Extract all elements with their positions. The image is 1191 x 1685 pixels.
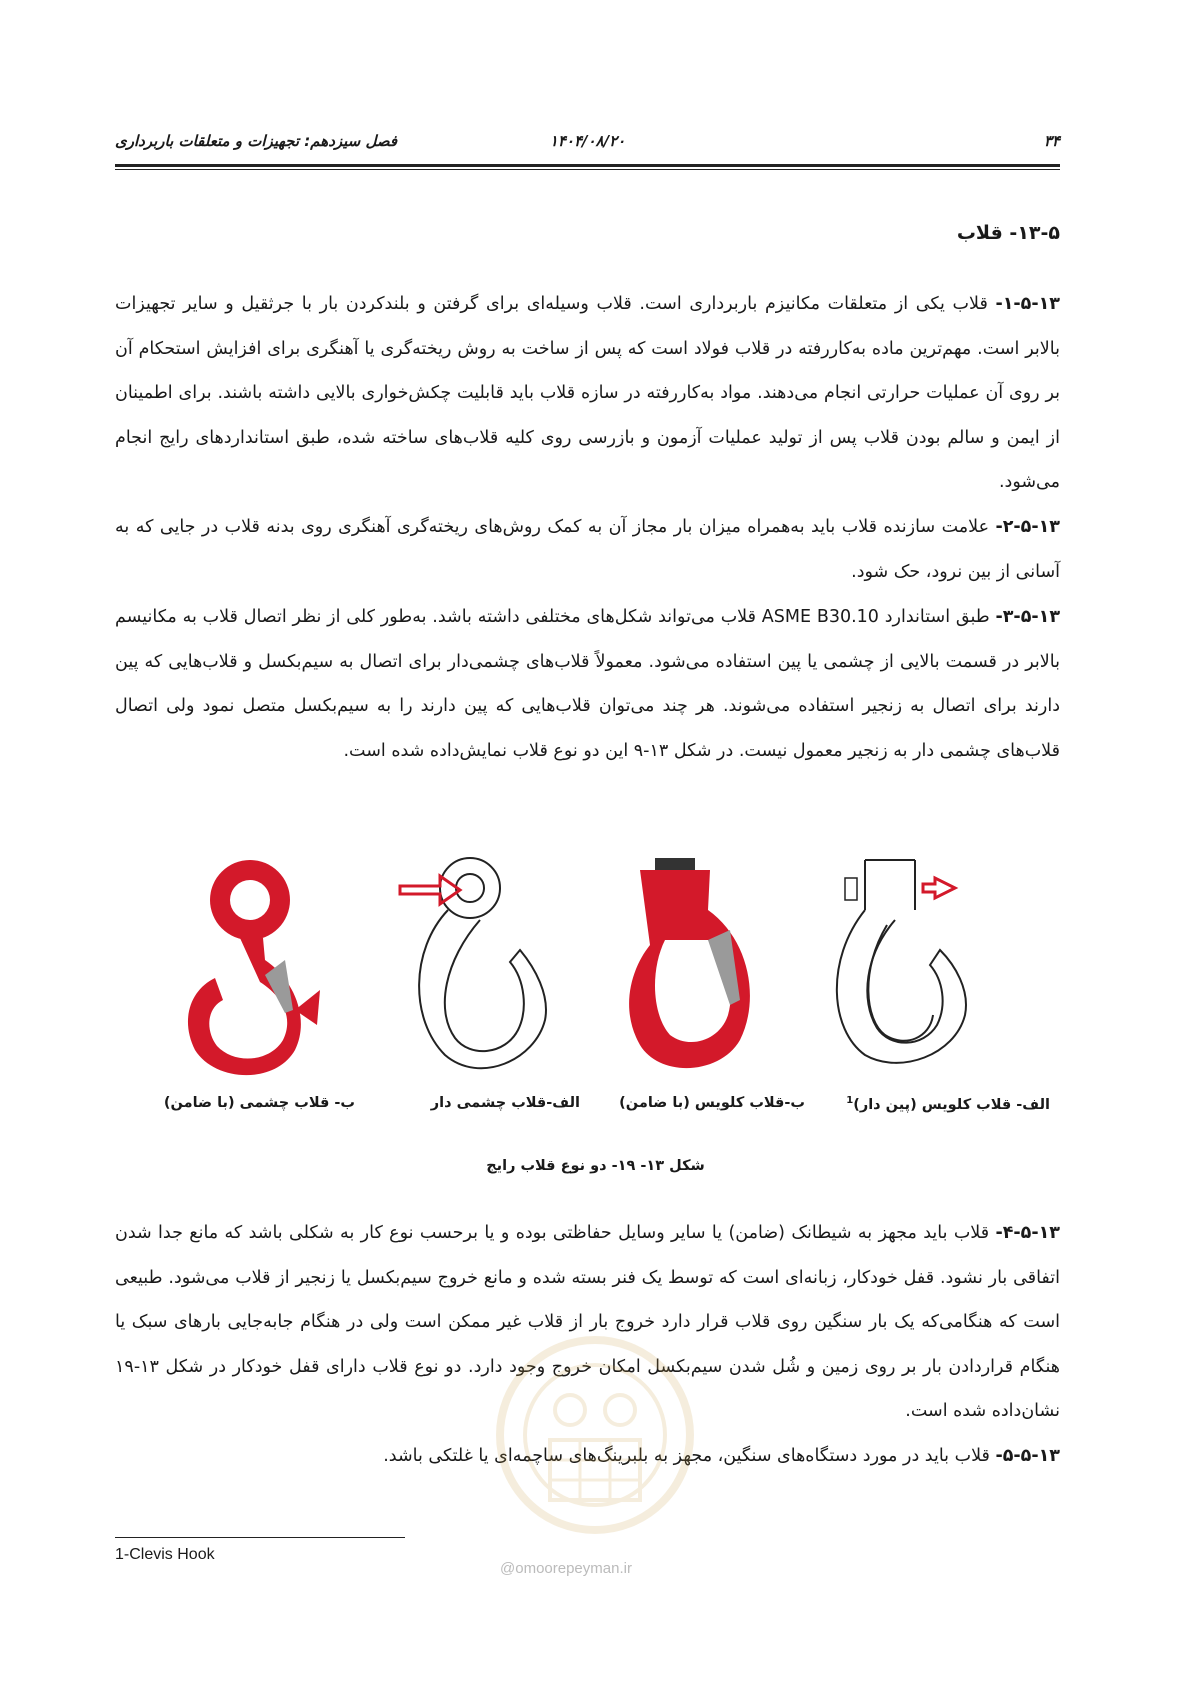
page-header bbox=[115, 132, 1060, 154]
header-rule-thin bbox=[115, 169, 1060, 170]
footnote-rule bbox=[115, 1537, 405, 1538]
watermark-text: @omoorepeyman.ir bbox=[500, 1560, 632, 1577]
paragraph-text: علامت سازنده قلاب باید به‌همراه میزان بار مجاز آن به کمک روش‌های ریخته‌گری آهنگری روی بدنه قلاب در جایی که به آسانی از بین نرود، حک شود. bbox=[115, 517, 1060, 582]
figure-captions bbox=[115, 1095, 1060, 1119]
paragraph-2 bbox=[115, 505, 1060, 594]
footnote-ref: 1 bbox=[846, 1095, 854, 1106]
clevis-hook-latch-image bbox=[590, 850, 790, 1078]
paragraph-text: قلاب باید مجهز به شیطانک (ضامن) یا سایر وسایل حفاظتی بوده و یا برحسب نوع کار به شکلی باشد که مانع جدا شدن اتفاقی بار نشود. قفل خودکار، زبانه‌ای است که توسط یک فنر بسته شده و مانع خروج سیم‌بکسل یا زنجیر از قلاب می‌شود. طبیعی است که هنگامی‌که یک بار سنگین روی قلاب قرار دارد خروج بار از قلاب غیر ممکن است ولی در هنگام جابه‌جایی بارهای سبک یا هنگام قراردادن بار بر روی زمین و شُل شدن سیم‌بکسل امکان خروج وجود دارد. دو نوع قلاب دارای قفل خودکار در شکل ۱۳-۱۹ نشان‌داده شده است. bbox=[115, 1223, 1060, 1421]
watermark-logo-icon bbox=[490, 1330, 700, 1560]
paragraph-text: طبق استاندارد ASME B30.10 قلاب می‌تواند شکل‌های مختلفی داشته باشد. به‌طور کلی از نظر اتصال قلاب به مکانیسم بالابر در قسمت بالایی از چشمی یا پین استفاده می‌شود. معمولاً قلاب‌های چشمی‌دار برای اتصال به سیم‌بکسل و قلاب‌هایی که پین دارند برای اتصال به زنجیر استفاده می‌شوند. هر چند می‌توان قلاب‌هایی که پین دارند را به سیم‌بکسل متصل نمود ولی اتصال قلاب‌های چشمی دار به زنجیر معمول نیست. در شکل ۱۳-۹ این دو نوع قلاب نمایش‌داده شده است. bbox=[115, 607, 1060, 761]
chapter-title: فصل سیزدهم: تجهیزات و متعلقات باربرداری bbox=[115, 132, 398, 150]
paragraph-text: قلاب یکی از متعلقات مکانیزم باربرداری است. قلاب وسیله‌ای برای گرفتن و بلندکردن بار با جرثقیل و سایر تجهیزات بالابر است. مهم‌ترین ماده به‌کاررفته در قلاب فولاد است که پس از ساخت به روش ریخته‌گری یا آهنگری برای افزایش استحکام آن بر روی آن عملیات حرارتی انجام می‌دهند. مواد به‌کاررفته در سازه قلاب باید قابلیت چکش‌خواری بالایی داشته باشند. برای اطمینان از ایمن و سالم بودن قلاب پس از تولید عملیات آزمون و بازرسی روی کلیه قلاب‌های ساخته شده، طبق استانداردهای رایج انجام می‌شود. bbox=[115, 294, 1060, 492]
paragraph-number: ۵-۵-۱۳- bbox=[995, 1446, 1060, 1466]
hook-figure bbox=[115, 850, 1060, 1080]
caption-eye-hook: الف-قلاب چشمی دار bbox=[430, 1095, 580, 1111]
eye-hook-latch-image bbox=[145, 850, 345, 1078]
header-date: ۱۴۰۴/۰۸/۲۰ bbox=[549, 132, 626, 150]
paragraph-number: ۱-۵-۱۳- bbox=[995, 294, 1060, 314]
caption-clevis-latch: ب-قلاب کلویس (با ضامن) bbox=[619, 1095, 805, 1111]
paragraph-text: قلاب باید در مورد دستگاه‌های سنگین، مجهز به بلبرینگ‌های ساچمه‌ای یا غلتکی باشد. bbox=[383, 1446, 996, 1466]
section-title: ۱۳-۵- قلاب bbox=[956, 222, 1060, 244]
paragraph-3 bbox=[115, 595, 1060, 773]
page-number: ۳۴ bbox=[1043, 132, 1060, 150]
paragraph-number: ۲-۵-۱۳- bbox=[995, 517, 1060, 537]
eye-hook-outline-image bbox=[370, 850, 570, 1078]
header-rule-thick bbox=[115, 164, 1060, 167]
paragraph-number: ۳-۵-۱۳- bbox=[995, 607, 1061, 627]
footnote: 1-Clevis Hook bbox=[115, 1546, 215, 1563]
clevis-hook-outline-image bbox=[805, 850, 1005, 1078]
paragraph-number: ۴-۵-۱۳- bbox=[995, 1223, 1060, 1243]
paragraph-1 bbox=[115, 282, 1060, 505]
caption-clevis-pin: الف- قلاب کلویس (پین دار)$^1$ bbox=[846, 1095, 1050, 1113]
figure-title: شکل ۱۳- ۱۹- دو نوع قلاب رایج bbox=[486, 1158, 705, 1174]
caption-eye-latch: ب- قلاب چشمی (با ضامن) bbox=[163, 1095, 355, 1111]
